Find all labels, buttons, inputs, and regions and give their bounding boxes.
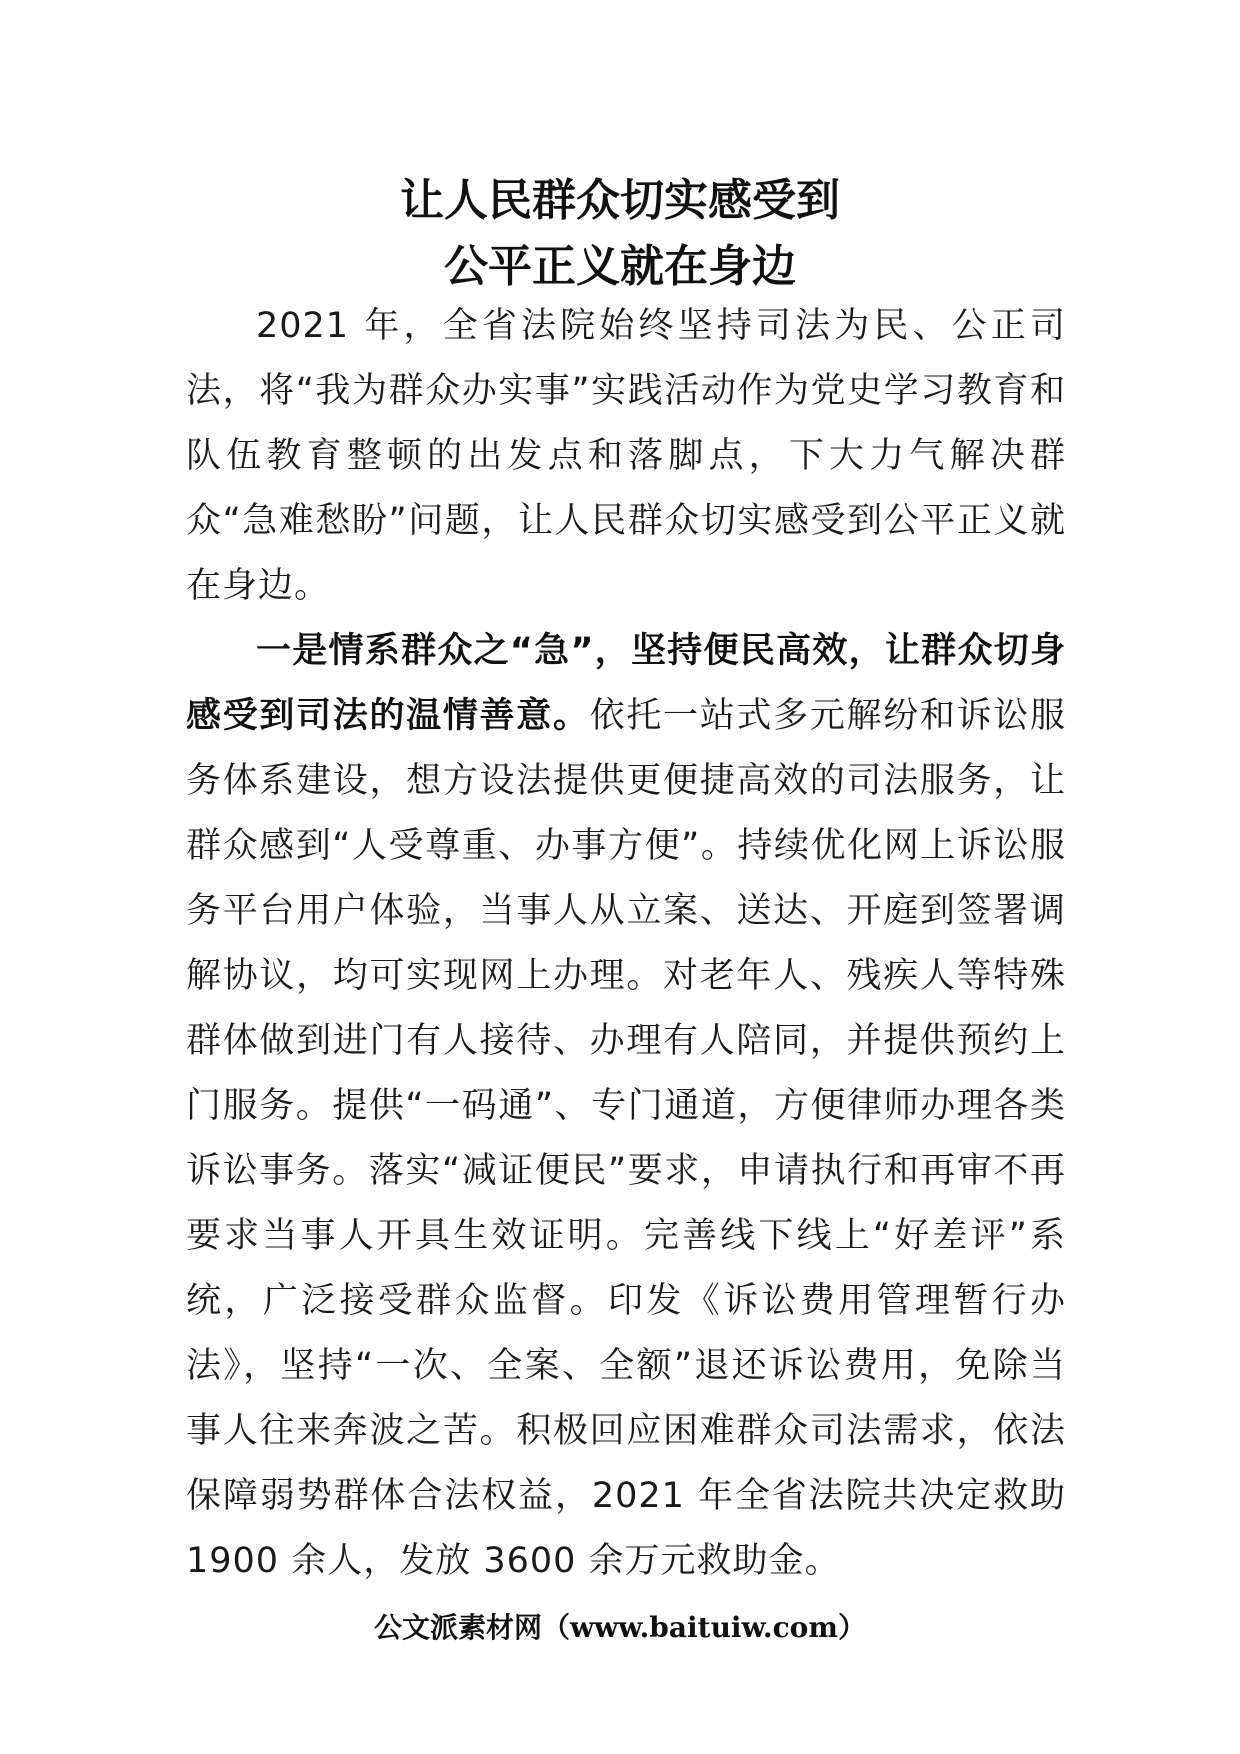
footer-source: 公文派素材网（www.baituiw.com）	[374, 1611, 866, 1644]
paragraph-section-one	[186, 619, 1066, 1594]
document-title	[0, 168, 1240, 300]
document-body	[186, 294, 1066, 1594]
title-line-1: 让人民群众切实感受到	[400, 175, 840, 226]
section-one-body: 依托一站式多元解纷和诉讼服务体系建设，想方设法提供更便捷高效的司法服务，让群众感到“人受尊重、办事方便”。持续优化网上诉讼服务平台用户体验，当事人从立案、送达、开庭到签署调解协议，均可实现网上办理。对老年人、残疾人等特殊群体做到进门有人接待、办理有人陪同，并提供预约上门服务。提供“一码通”、专门通道，方便律师办理各类诉讼事务。落实“减证便民”要求，申请执行和再审不再要求当事人开具生效证明。完善线下线上“好差评”系统，广泛接受群众监督。印发《诉讼费用管理暂行办法》，坚持“一次、全案、全额”退还诉讼费用，免除当事人往来奔波之苦。积极回应困难群众司法需求，依法保障弱势群体合法权益，2021 年全省法院共决定救助 1900 余人，发放 3600 余万元救助金。	[186, 696, 1066, 1581]
title-line-2: 公平正义就在身边	[444, 241, 796, 292]
paragraph-intro: 2021 年，全省法院始终坚持司法为民、公正司法，将“我为群众办实事”实践活动作为党史学习教育和队伍教育整顿的出发点和落脚点，下大力气解决群众“急难愁盼”问题，让人民群众切实感受到公平正义就在身边。	[186, 306, 1066, 606]
section-one-lead: 一是情系群众之“急”，坚持便民高效，让群众切身感受到司法的温情善意。	[186, 631, 1066, 736]
